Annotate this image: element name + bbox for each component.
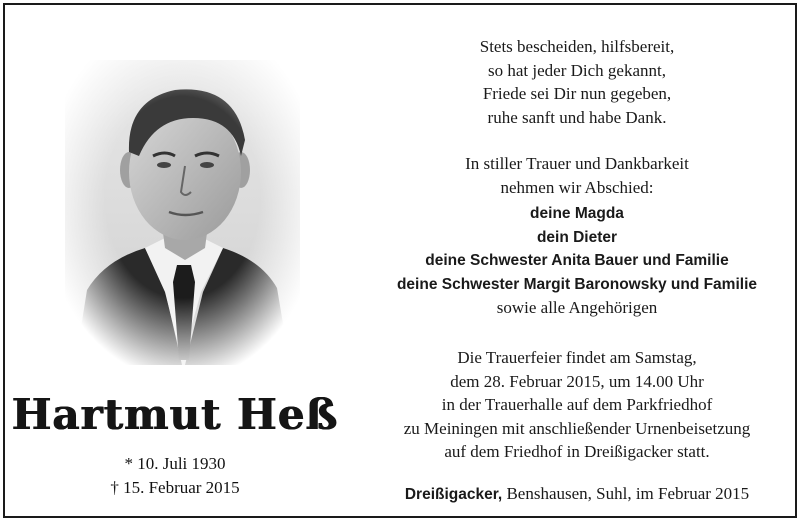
portrait-photo <box>65 60 300 365</box>
mourner: dein Dieter <box>536 228 618 246</box>
funeral-service-info <box>357 346 797 464</box>
mourners-list <box>357 202 797 320</box>
place-and-date <box>357 482 797 507</box>
memorial-poem <box>357 35 797 129</box>
mourner: deine Schwester Margit Baronowsky und Familie <box>396 275 758 293</box>
deceased-name: Hartmut Heß <box>11 390 339 439</box>
intro-line: In stiller Trauer und Dankbarkeit <box>465 154 689 173</box>
footer-rest: Benshausen, Suhl, im Februar 2015 <box>502 484 750 503</box>
service-line: auf dem Friedhof in Dreißigacker statt. <box>444 442 710 461</box>
service-line: dem 28. Februar 2015, um 14.00 Uhr <box>450 371 704 391</box>
poem-line: ruhe sanft und habe Dank. <box>487 107 667 127</box>
left-column <box>5 5 339 516</box>
poem-line: so hat jeder Dich gekannt, <box>488 60 666 80</box>
poem-line: Friede sei Dir nun gegeben, <box>482 84 672 103</box>
mourner: deine Schwester Anita Bauer und Familie <box>425 252 729 269</box>
service-line: zu Meiningen mit anschließender Urnenbeisetzung <box>403 418 751 438</box>
service-line: Die Trauerfeier findet am Samstag, <box>457 348 697 367</box>
birth-date: * 10. Juli 1930 <box>124 454 226 473</box>
farewell-intro <box>357 152 797 199</box>
life-dates <box>5 452 345 500</box>
service-line: in der Trauerhalle auf dem Parkfriedhof <box>441 395 713 414</box>
intro-line: nehmen wir Abschied: <box>500 177 654 197</box>
other-relatives: sowie alle Angehörigen <box>496 298 658 317</box>
obituary-card <box>3 3 797 518</box>
footer-place: Dreißigacker, <box>404 486 503 503</box>
death-date: † 15. Februar 2015 <box>110 478 240 497</box>
poem-line: Stets bescheiden, hilfsbereit, <box>479 37 675 56</box>
mourner: deine Magda <box>530 205 624 222</box>
